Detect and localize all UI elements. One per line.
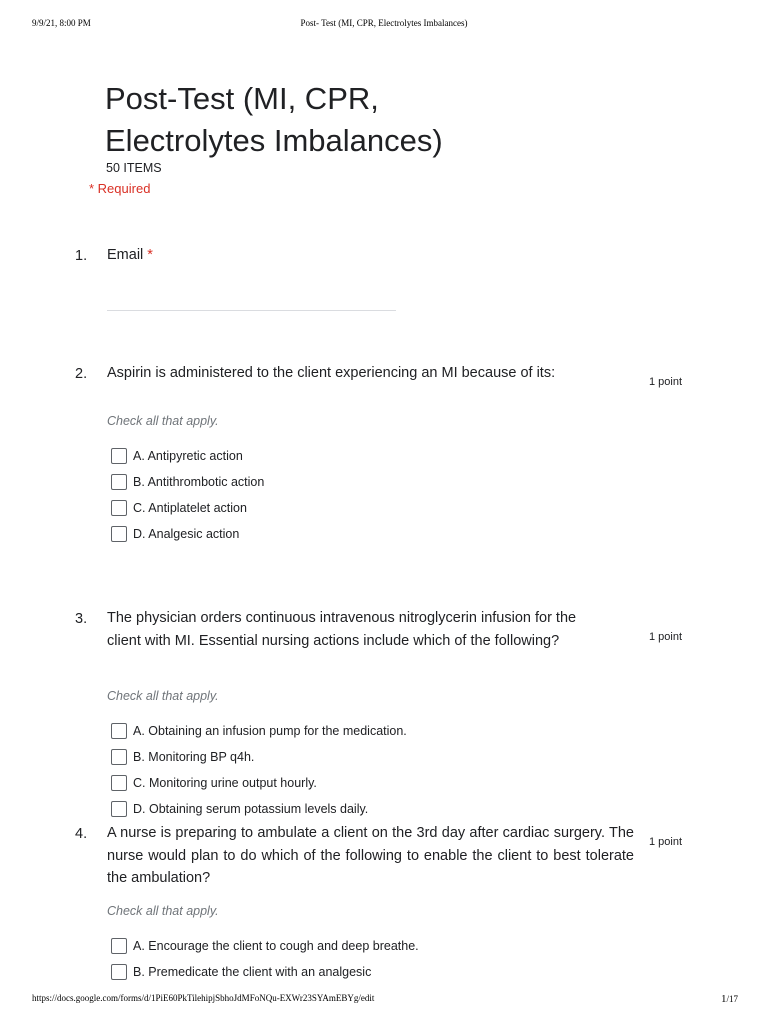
hint-text: Check all that apply.: [107, 414, 219, 428]
checkbox[interactable]: [111, 775, 127, 791]
checkbox-option[interactable]: [111, 938, 419, 954]
required-note: * Required: [89, 181, 151, 196]
option-label: D. Obtaining serum potassium levels daily.: [133, 802, 369, 816]
question-text: [107, 244, 634, 267]
question-label: Email: [107, 247, 144, 263]
checkbox[interactable]: [111, 801, 127, 817]
points-label: 1 point: [649, 631, 683, 643]
option-label: A. Antipyretic action: [133, 449, 243, 463]
checkbox-option[interactable]: [111, 775, 317, 791]
print-doc-title: Post- Test (MI, CPR, Electrolytes Imbalances): [300, 18, 468, 28]
question-number: 2.: [75, 366, 88, 382]
email-field[interactable]: [107, 310, 396, 311]
question-text: The physician orders continuous intravenous nitroglycerin infusion for the client with MI. Essential nursing actions include which of the following?: [107, 610, 577, 649]
checkbox-option[interactable]: [111, 749, 254, 765]
checkbox[interactable]: [111, 500, 127, 516]
option-label: B. Antithrombotic action: [133, 475, 265, 489]
form-title: Post-Test (MI, CPR, Electrolytes Imbalances): [105, 81, 443, 158]
option-label: D. Analgesic action: [133, 527, 240, 541]
question-number: 3.: [75, 611, 88, 627]
question-text: A nurse is preparing to ambulate a client on the 3rd day after cardiac surgery. The nurse would plan to do which of the following to enable the client to best tolerate the ambulation?: [107, 825, 634, 886]
checkbox[interactable]: [111, 749, 127, 765]
print-url: https://docs.google.com/forms/d/1PiE60PkTilehipjSbhoJdMFoNQu-EXWr23SYAmEBYg/edit: [32, 993, 375, 1003]
checkbox-option[interactable]: [111, 474, 264, 490]
question-text: Aspirin is administered to the client experiencing an MI because of its:: [107, 365, 556, 381]
checkbox-option[interactable]: [111, 723, 407, 739]
checkbox-option[interactable]: [111, 500, 247, 516]
checkbox-option[interactable]: [111, 448, 243, 464]
points-label: 1 point: [649, 376, 683, 388]
hint-text: Check all that apply.: [107, 904, 219, 918]
checkbox[interactable]: [111, 938, 127, 954]
hint-text: Check all that apply.: [107, 689, 219, 703]
option-label: A. Obtaining an infusion pump for the medication.: [133, 724, 407, 738]
option-label: B. Premedicate the client with an analgesic: [133, 965, 372, 979]
required-star: *: [147, 247, 153, 263]
checkbox-option[interactable]: [111, 526, 239, 542]
form-subtitle: 50 ITEMS: [106, 161, 162, 175]
option-label: A. Encourage the client to cough and deep breathe.: [133, 939, 419, 953]
print-date: 9/9/21, 8:00 PM: [32, 18, 91, 28]
page-number: [721, 993, 738, 1005]
points-label: 1 point: [649, 836, 683, 848]
question-number: 1.: [75, 248, 88, 264]
page-total: /17: [726, 994, 738, 1004]
question-number: 4.: [75, 826, 88, 842]
checkbox[interactable]: [111, 964, 127, 980]
option-label: C. Antiplatelet action: [133, 501, 247, 515]
option-label: C. Monitoring urine output hourly.: [133, 776, 317, 790]
checkbox[interactable]: [111, 526, 127, 542]
checkbox-option[interactable]: [111, 964, 371, 980]
checkbox[interactable]: [111, 474, 127, 490]
checkbox[interactable]: [111, 723, 127, 739]
page-current: 1: [720, 993, 727, 1005]
option-label: B. Monitoring BP q4h.: [133, 750, 255, 764]
checkbox[interactable]: [111, 448, 127, 464]
checkbox-option[interactable]: [111, 801, 368, 817]
